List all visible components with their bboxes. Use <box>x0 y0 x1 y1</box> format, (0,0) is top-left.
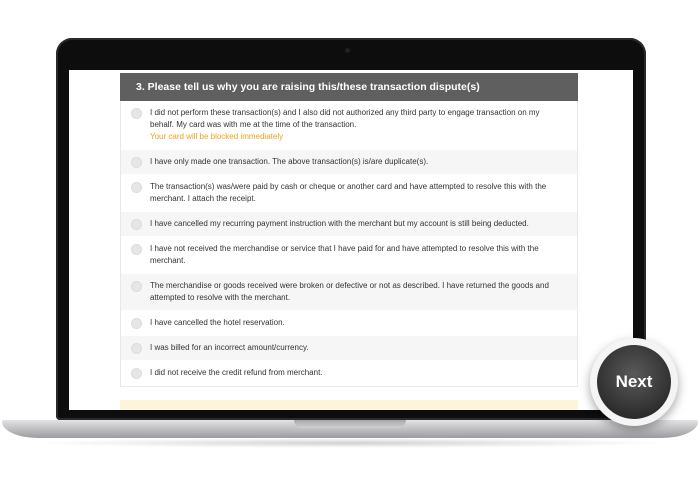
radio-button[interactable] <box>131 281 142 292</box>
dispute-option[interactable] <box>121 175 577 212</box>
dispute-reason-list <box>120 101 578 387</box>
radio-button[interactable] <box>131 368 142 379</box>
radio-button[interactable] <box>131 219 142 230</box>
radio-button[interactable] <box>131 108 142 119</box>
laptop-shadow <box>30 438 670 448</box>
dispute-option[interactable] <box>121 212 577 237</box>
camera-icon <box>345 48 350 53</box>
dispute-option[interactable] <box>121 311 577 336</box>
dispute-option[interactable] <box>121 101 577 150</box>
dispute-option[interactable] <box>121 361 577 386</box>
laptop-base-notch <box>294 420 406 428</box>
option-label: I have not received the merchandise or service that I have paid for and have attempted to resolve this with the merchant. <box>150 244 539 265</box>
option-label: I did not perform these transaction(s) and I also did not authorized any third party to engage transaction on my behalf. My card was with me at the time of the transaction. <box>150 108 540 129</box>
next-section-strip <box>120 400 578 410</box>
dispute-option[interactable] <box>121 274 577 311</box>
option-label-wrapper <box>150 107 565 143</box>
next-button[interactable]: Next <box>597 345 671 419</box>
option-label: I did not receive the credit refund from merchant. <box>150 368 323 377</box>
radio-button[interactable] <box>131 343 142 354</box>
radio-button[interactable] <box>131 244 142 255</box>
warning-note: Your card will be blocked immediately <box>150 132 284 141</box>
section-title: 3. Please tell us why you are raising this/these transaction dispute(s) <box>136 81 480 93</box>
option-label: I have only made one transaction. The above transaction(s) is/are duplicate(s). <box>150 157 429 166</box>
radio-button[interactable] <box>131 318 142 329</box>
option-label: I have cancelled the hotel reservation. <box>150 318 285 327</box>
section-header <box>120 73 578 101</box>
option-label: I was billed for an incorrect amount/currency. <box>150 343 309 352</box>
radio-button[interactable] <box>131 182 142 193</box>
option-label: I have cancelled my recurring payment instruction with the merchant but my account is still being deducted. <box>150 219 529 228</box>
option-label: The merchandise or goods received were broken or defective or not as described. I have returned the goods and attempted to resolve with the merchant. <box>150 281 549 302</box>
option-label: The transaction(s) was/were paid by cash or cheque or another card and have attempted to resolve this with the merchant. I attach the receipt. <box>150 182 547 203</box>
dispute-option[interactable] <box>121 150 577 175</box>
laptop-screen <box>69 70 633 410</box>
radio-button[interactable] <box>131 157 142 168</box>
dispute-option[interactable] <box>121 237 577 274</box>
dispute-option[interactable] <box>121 336 577 361</box>
